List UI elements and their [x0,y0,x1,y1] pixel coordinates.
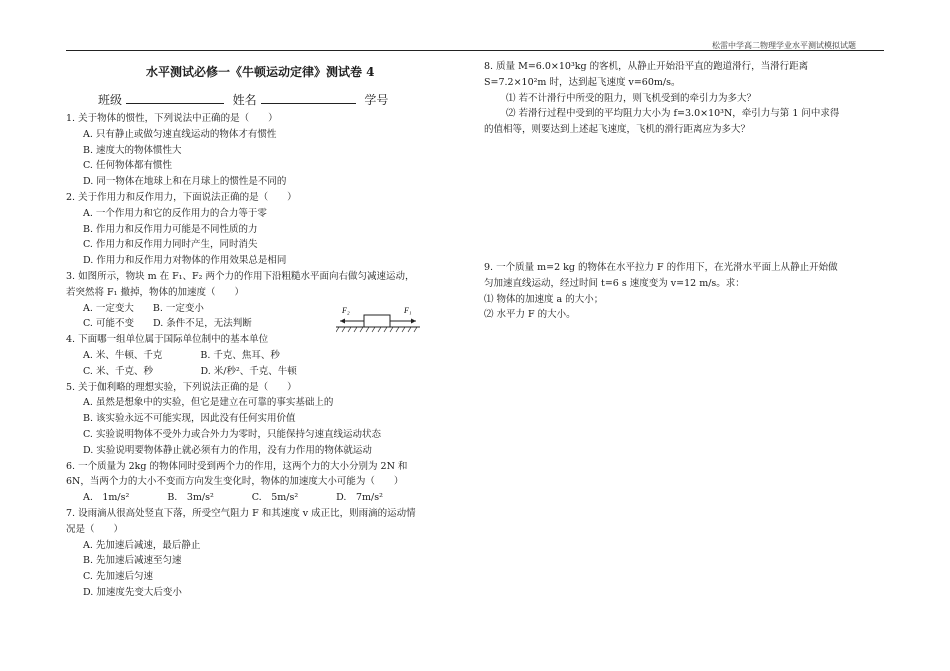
question-7-option-c: C. 先加速后匀速 [83,571,153,583]
question-7-option-d: D. 加速度先变大后变小 [83,586,182,598]
block-m [364,315,390,327]
paper-title: 水平测试必修一《牛顿运动定律》测试卷 4 [146,65,375,79]
name-label: 姓名 [232,93,257,107]
header-rule [66,50,884,51]
question-1-option-b: B. 速度大的物体惯性大 [83,144,182,156]
f2-arrowhead [340,319,345,324]
question-9-block [484,260,884,323]
class-blank[interactable] [126,91,224,104]
question-5-stem: 5. 关于伽利略的理想实验，下列说法正确的是（ ） [66,381,297,393]
question-3-options-cd: C. 可能不变 D. 条件不足，无法判断 [83,318,252,330]
question-7-option-a: A. 先加速后减速，最后静止 [83,539,201,551]
f1-label: F₁ [404,306,412,315]
question-8-part-2: ⑵ 若滑行过程中受到的平均阻力大小为 f=3.0×10³N，牵引力与第 1 问中求得 [506,108,840,120]
left-column [66,111,471,601]
question-2-option-a: A. 一个作用力和它的反作用力的合力等于零 [83,207,267,219]
question-8-block [484,59,884,138]
question-9-stem: 9. 一个质量 m=2 kg 的物体在水平拉力 F 的作用下，在光滑水平面上从静止开始做 [484,262,838,273]
class-label: 班级 [98,93,123,107]
question-1-option-a: A. 只有静止或做匀速直线运动的物体才有惯性 [83,128,277,140]
force-diagram [336,305,420,341]
question-5-option-b: B. 该实验永远不可能实现，因此没有任何实用价值 [83,413,296,425]
f2-label: F₂ [342,306,350,315]
question-5-option-d: D. 实验说明要物体静止就必须有力的作用，没有力作用的物体就运动 [83,444,372,456]
question-1-option-c: C. 任何物体都有惯性 [83,160,172,172]
question-7-stem: 7. 设雨滴从很高处竖直下落，所受空气阻力 F 和其速度 v 成正比，则雨滴的运动情 [66,507,416,519]
question-8-part-1: ⑴ 若不计滑行中所受的阻力，则飞机受到的牵引力为多大？ [506,92,757,104]
question-3-stem: 3. 如图所示，物块 m 在 F₁、F₂ 两个力的作用下沿粗糙水平面向右做匀减速运动， [66,270,415,282]
question-5-option-a: A. 虽然是想象中的实验，但它是建立在可靠的事实基础上的 [83,397,334,409]
ground-hatching [336,327,417,332]
question-6-stem-cont: 6N，当两个力的大小不变而方向发生变化时，物体的加速度大小可能为（ ） [66,476,404,488]
question-5-option-c: C. 实验说明物体不受外力或合外力为零时，只能保持匀速直线运动状态 [83,428,381,440]
question-4-options-ab: A. 米、牛顿、千克 B. 千克、焦耳、秒 [83,349,280,361]
question-7-stem-cont: 况是（ ） [66,523,124,535]
question-1-option-d: D. 同一物体在地球上和在月球上的惯性是不同的 [83,176,287,188]
question-8-stem: 8. 质量 M=6.0×10³kg 的客机，从静止开始沿平直的跑道滑行，当滑行距离 [484,61,809,72]
question-8-part-2-cont: 的值相等，则要达到上述起飞速度，飞机的滑行距离应为多大？ [484,124,751,136]
question-6-stem: 6. 一个质量为 2kg 的物体同时受到两个力的作用，这两个力的大小分别为 2N 和 [66,460,408,472]
question-3-stem-cont: 若突然将 F₁ 撤掉，物体的加速度（ ） [66,286,244,298]
question-9-part-1: ⑴ 物体的加速度 a 的大小； [484,293,604,305]
question-7-option-b: B. 先加速后减速至匀速 [83,555,182,567]
question-2-option-d: D. 作用力和反作用力对物体的作用效果总是相同 [83,255,287,267]
question-4-stem: 4. 下面哪一组单位属于国际单位制中的基本单位 [66,334,269,346]
question-8-stem-cont: S=7.2×10²m 时，达到起飞速度 v=60m/s。 [484,76,681,88]
number-label: 学号 [364,93,389,107]
question-2-stem: 2. 关于作用力和反作用力，下面说法正确的是（ ） [66,191,297,203]
question-4-options-cd: C. 米、千克、秒 D. 米/秒²、千克、牛顿 [83,365,297,377]
name-blank[interactable] [261,91,356,104]
student-info-row [98,91,388,108]
question-2-option-b: B. 作用力和反作用力可能是不同性质的力 [83,223,258,235]
question-9-stem-cont: 匀加速直线运动，经过时间 t=6 s 速度变为 v=12 m/s。求： [484,277,745,289]
question-1-stem: 1. 关于物体的惯性，下列说法中正确的是（ ） [66,113,278,124]
question-2-option-c: C. 作用力和反作用力同时产生，同时消失 [83,239,258,251]
page-header: 松雷中学高二物理学业水平测试模拟试题 [712,41,856,50]
f1-arrowhead [411,319,416,324]
question-9-part-2: ⑵ 水平力 F 的大小。 [484,309,576,321]
question-6-options: A. 1m/s² B. 3m/s² C. 5m/s² D. 7m/s² [83,492,383,504]
question-3-options-ab: A. 一定变大 B. 一定变小 [83,302,204,314]
